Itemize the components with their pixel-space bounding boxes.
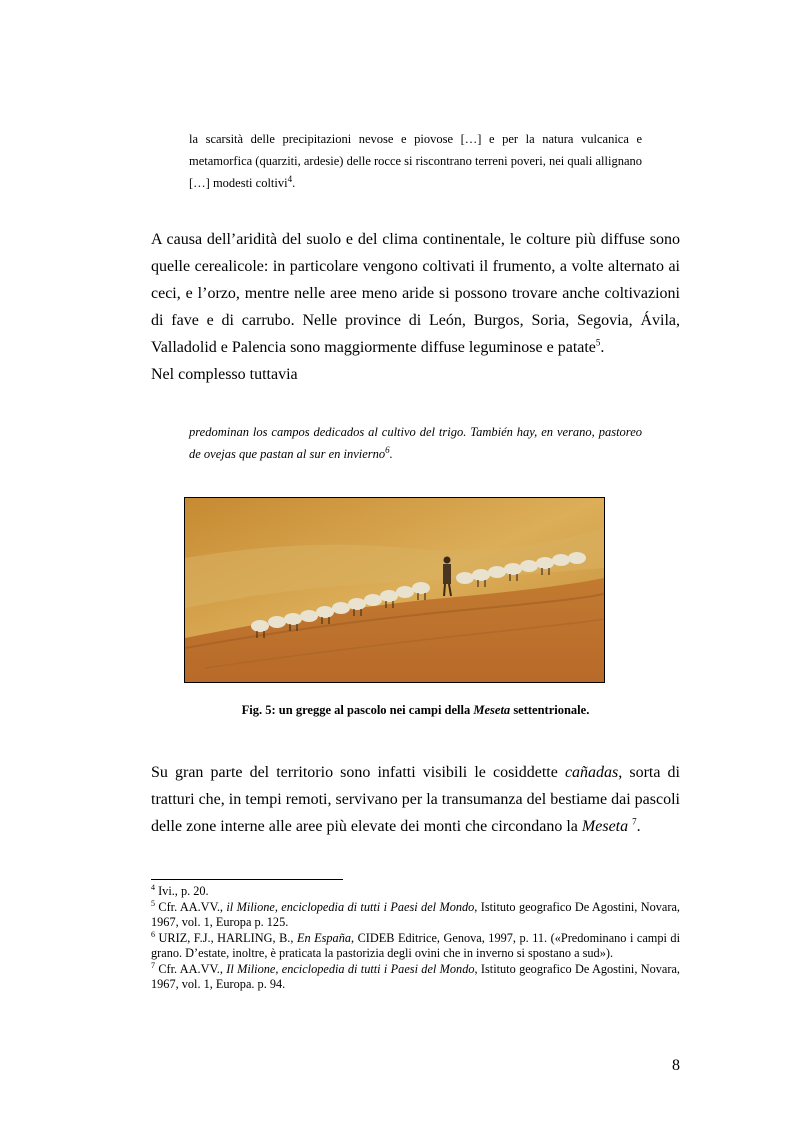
footnote-text: URIZ, F.J., HARLING, B., — [158, 930, 297, 945]
footnote-text: Cfr. AA.VV., — [158, 961, 227, 976]
footnote-text: Ivi., p. 20. — [158, 884, 209, 898]
footnote-7 — [151, 962, 680, 993]
footnote-ref-7[interactable]: 7 — [632, 816, 637, 827]
footnote-number: 4 — [151, 882, 155, 892]
footnote-text-post: , CIDEB Editrice, Genova, 1997, p. 11. («Predominano i campi di grano. D’estate, inoltre, è praticata la pastorizia degli ovini che in inverno si spostano a sud»). — [151, 930, 681, 960]
caption-suffix: settentrionale. — [510, 703, 590, 717]
footnote-6 — [151, 931, 680, 962]
footnote-text-post: , Istituto geografico De Agostini, Novara, 1967, vol. 1, Europa. p. 94. — [151, 961, 680, 991]
page-number: 8 — [672, 1057, 680, 1074]
paragraph-1-text: A causa dell’aridità del suolo e del clima continentale, le colture più diffuse sono quelle cerealicole — [151, 231, 680, 275]
paragraph-1-text-tail: : in particolare vengono coltivati il frumento, a volte alternato ai ceci, e l’orzo, mentre nelle aree meno aride si possono trovare anche coltivazioni di fave e di carrubo. Nelle province di León, Burgos, Soria, Segovia, Ávila, Valladolid e Palencia sono maggiormente diffuse leguminose e patate — [151, 258, 681, 356]
footnote-5 — [151, 900, 680, 931]
footnote-number: 7 — [151, 960, 155, 970]
block-quote-2 — [189, 421, 642, 465]
footnote-title: il Milione, enciclopedia di tutti i Paesi del Mondo — [226, 899, 475, 914]
paragraph-2-italic1: cañadas — [564, 764, 619, 781]
footnote-ref-5[interactable]: 5 — [595, 337, 601, 348]
caption-prefix: Fig. 5: un gregge al pascolo nei campi della — [241, 703, 474, 717]
footnote-ref-4[interactable]: 4 — [287, 173, 293, 184]
footnote-number: 5 — [151, 898, 155, 908]
paragraph-2 — [151, 759, 680, 840]
block-quote-1 — [189, 128, 642, 194]
footnotes — [151, 884, 680, 993]
figure-caption — [151, 703, 680, 718]
footnote-title: En España — [296, 930, 351, 945]
paragraph-2-italic2: Meseta — [581, 818, 629, 835]
paragraph-1 — [151, 226, 680, 388]
footnote-ref-6[interactable]: 6 — [385, 444, 390, 455]
quote-2-text: predominan los campos dedicados al cultivo del trigo. También hay, en verano, pastoreo de ovejas que pastan al sur en invierno — [189, 425, 642, 461]
footnote-text: Cfr. AA.VV., — [158, 899, 227, 914]
caption-italic: Meseta — [473, 703, 511, 717]
figure-sheep-photo — [184, 497, 605, 683]
footnote-number: 6 — [151, 929, 155, 939]
paragraph-2-part2: , sorta di tratturi che, in tempi remoti, servivano per la transumanza del bestiame dai pascoli delle zone interne alle aree più elevate dei monti che circondano la — [151, 764, 680, 835]
sheep-pasture-image — [185, 498, 604, 682]
footnote-separator — [151, 879, 343, 880]
paragraph-2-end: . — [636, 818, 641, 835]
quote-1-text: la scarsità delle precipitazioni nevose e piovose […] e per la natura vulcanica e metamorfica (quarziti, ardesie) delle rocce si riscontrano terreni poveri, nei quali allignano […] modesti coltivi — [189, 132, 642, 190]
quote-1-end: . — [292, 176, 296, 190]
paragraph-2-part1: Su gran parte del territorio sono infatti visibili le cosiddette — [151, 764, 565, 781]
footnote-text-post: , Istituto geografico De Agostini, Novara, 1967, vol. 1, Europa p. 125. — [151, 899, 680, 929]
paragraph-1-end: . — [600, 339, 605, 356]
footnote-4 — [151, 884, 680, 900]
footnote-title: Il Milione, enciclopedia di tutti i Paesi del Mondo — [226, 961, 475, 976]
quote-2-end: . — [389, 447, 393, 461]
paragraph-1-line2: Nel complesso tuttavia — [151, 366, 298, 383]
